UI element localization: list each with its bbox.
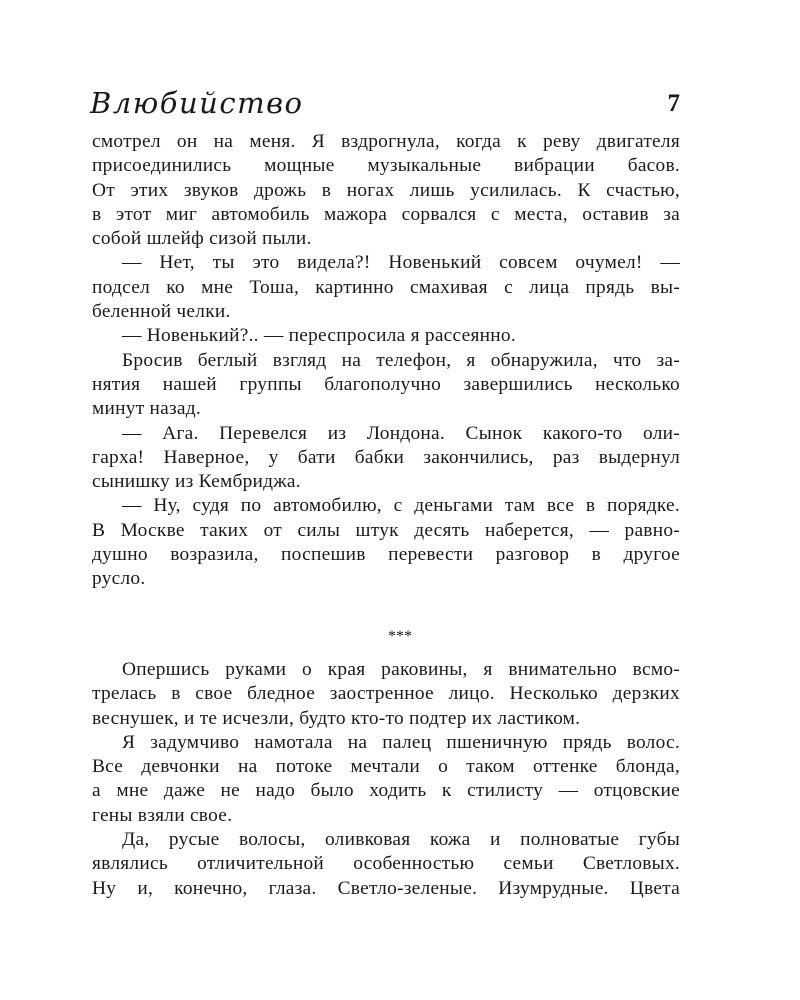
text-line: а мне даже не надо было ходить к стилисту — отцовские bbox=[92, 780, 680, 802]
text-line: Бросив беглый взгляд на телефон, я обнаружила, что за- bbox=[122, 349, 680, 371]
text-line: нятия нашей группы благополучно завершились несколько bbox=[92, 373, 680, 395]
text-line: Все девчонки на потоке мечтали о таком оттенке блонда, bbox=[92, 756, 680, 778]
text-line: трелась в свое бледное заостренное лицо. Несколько дерзких bbox=[92, 683, 680, 705]
text-line: минут назад. bbox=[92, 398, 202, 420]
section-separator: *** bbox=[388, 628, 412, 645]
text-line: Да, русые волосы, оливковая кожа и полноватые губы bbox=[122, 829, 680, 851]
text-line: гарха! Наверное, у бати бабки закончились, раз выдернул bbox=[92, 446, 680, 468]
text-line: являлись отличительной особенностью семьи Светловых. bbox=[92, 853, 680, 875]
text-line: От этих звуков дрожь в ногах лишь усилилась. К счастью, bbox=[92, 179, 680, 201]
text-line: — Новенький?.. — переспросила я рассеянно. bbox=[122, 325, 516, 347]
text-line: беленной челки. bbox=[92, 301, 231, 323]
text-section-2 bbox=[92, 658, 680, 901]
book-title: Влюбийство bbox=[90, 86, 304, 120]
text-line: душно возразила, поспешив перевести разговор в другое bbox=[92, 544, 680, 566]
text-line: — Ну, судя по автомобилю, с деньгами там все в порядке. bbox=[122, 495, 680, 517]
text-line: Опершись руками о края раковины, я внимательно всмо- bbox=[122, 659, 680, 680]
text-line: Я задумчиво намотала на палец пшеничную прядь волос. bbox=[122, 731, 680, 753]
text-line: — Ага. Перевелся из Лондона. Сынок какого-то оли- bbox=[122, 422, 680, 444]
text-line: гены взяли свое. bbox=[92, 804, 233, 826]
text-section-1 bbox=[92, 130, 680, 592]
text-line: в этот миг автомобиль мажора сорвался с места, оставив за bbox=[92, 203, 680, 225]
text-line: сынишку из Кембриджа. bbox=[92, 471, 301, 493]
text-line: В Москве таких от силы штук десять наберется, — равно- bbox=[92, 519, 680, 541]
text-line: присоединились мощные музыкальные вибрации басов. bbox=[92, 155, 680, 177]
text-line: смотрел он на меня. Я вздрогнула, когда к реву двигателя bbox=[92, 131, 680, 152]
page-number: 7 bbox=[667, 90, 680, 117]
text-line: собой шлейф сизой пыли. bbox=[92, 228, 312, 250]
text-line: Ну и, конечно, глаза. Светло-зеленые. Изумрудные. Цвета bbox=[92, 877, 680, 899]
text-line: русло. bbox=[92, 568, 146, 590]
text-line: веснушек, и те исчезли, будто кто-то подтер их ластиком. bbox=[92, 707, 581, 729]
text-line: — Нет, ты это видела?! Новенький совсем очумел! — bbox=[122, 252, 680, 274]
text-line: подсел ко мне Тоша, картинно смахивая с лица прядь вы- bbox=[92, 276, 680, 298]
running-header bbox=[88, 80, 692, 132]
